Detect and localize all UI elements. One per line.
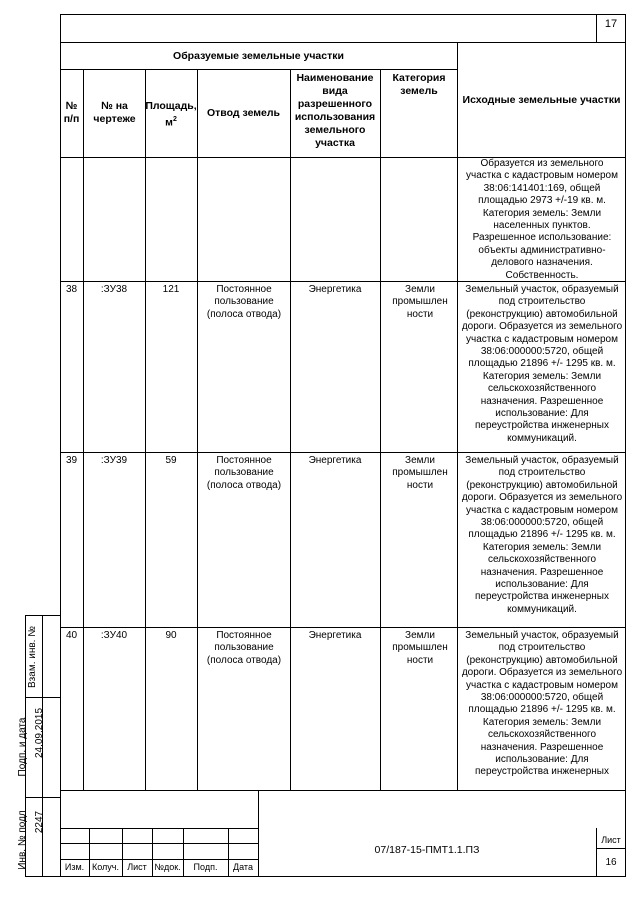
row-drawing: :ЗУ39 (100, 455, 128, 466)
table-bottom-line (60, 790, 626, 791)
side-vzam-label: Взам. инв. № (27, 626, 38, 688)
tb-koluch: Колуч. (92, 862, 119, 872)
row-allotment: Постоянное пользование (полоса отвода) (206, 455, 282, 491)
title-line (596, 848, 626, 849)
row-use: Энергетика (308, 455, 362, 466)
row-category: Земли промышлен ности (392, 284, 448, 320)
tb-izm: Изм. (64, 862, 85, 872)
group-header: Образуемые земельные участки (173, 50, 344, 62)
tb-data: Дата (233, 862, 253, 872)
side-date: 24.09.2015 (34, 707, 45, 759)
col-header-area: Площадь, $м^2$ (145, 100, 197, 129)
row-use: Энергетика (308, 284, 362, 295)
page-number: 17 (604, 18, 618, 30)
row-area: 59 (165, 455, 177, 466)
col-line (83, 69, 84, 790)
tb-ndok: №док. (154, 862, 181, 872)
doc-code: 07/187-15-ПМТ1.1.ПЗ (374, 844, 480, 856)
tb-list: Лист (127, 862, 147, 872)
side-podp-label: Подп. и дата (17, 717, 28, 777)
col-line (457, 42, 458, 790)
col-header-allotment: Отвод земель (207, 107, 280, 119)
col-header-num: № п/п (63, 100, 80, 125)
col-header-drawing: № на чертеже (93, 100, 136, 125)
col-header-category: Категория земель (392, 72, 446, 97)
col-line (380, 69, 381, 790)
row-category: Земли промышлен ности (392, 455, 448, 491)
row-area: 121 (162, 284, 180, 295)
col-header-source: Исходные земельные участки (462, 94, 621, 106)
row-category: Земли промышлен ности (392, 630, 448, 666)
row-use: Энергетика (308, 630, 362, 641)
table-top-line (60, 42, 626, 43)
side-inv-label: Инв. № подл (17, 810, 28, 870)
row-source: Земельный участок, образуемый под строительство (реконструкцию) автомобильной дороги. Образуется из земельного участка с кадастровым номером 38:06:000000:5720, общей площадью 21896 +/- 1295 кв. м. Категория земель: Земли сельскохозяйственного назначения. Разрешенное использование: Для переустройства инженерных (461, 630, 623, 778)
row-drawing: :ЗУ40 (100, 630, 128, 641)
sheet-number: 16 (605, 857, 617, 868)
row-source: Земельный участок, образуемый под строительство (реконструкцию) автомобильной дороги. Образуется из земельного участка с кадастровым номером 38:06:000000:5720, общей площадью 21896 +/- 1295 кв. м. Категория земель: Земли сельскохозяйственного назначения. Разрешенное использование: Для переустройства инженерных коммуникаций. (461, 284, 623, 444)
title-col-line (258, 790, 259, 877)
col-header-use: Наименование вида разрешенного использования земельного участка (294, 72, 376, 149)
side-stamp-line (25, 697, 60, 698)
row-allotment: Постоянное пользование (полоса отвода) (206, 284, 282, 320)
col-line (290, 69, 291, 790)
row-num: 39 (65, 455, 78, 466)
continuation-text: Образуется из земельного участка с кадастровым номером 38:06:141401:169, общей площадью 2973 +/-19 кв. м. Категория земель: Земли населенных пунктов. Разрешенное использование: объекты административно-делового назначения. Собственность. (466, 158, 618, 281)
side-stamp-line (25, 797, 60, 798)
tb-podp: Подп. (193, 862, 218, 872)
col-line (145, 69, 146, 790)
sheet-label: Лист (601, 835, 621, 845)
row-source: Земельный участок, образуемый под строительство (реконструкцию) автомобильной дороги. Образуется из земельного участка с кадастровым номером 38:06:000000:5720, общей площадью 21896 +/- 1295 кв. м. Категория земель: Земли сельскохозяйственного назначения. Разрешенное использование: Для переустройства инженерных коммуникаций. (461, 455, 623, 615)
group-header-line (60, 69, 457, 70)
row-num: 38 (65, 284, 78, 295)
row-area: 90 (165, 630, 177, 641)
col-line (197, 69, 198, 790)
side-inv-value: 2247 (34, 810, 45, 834)
row-drawing: :ЗУ38 (100, 284, 128, 295)
row-allotment: Постоянное пользование (полоса отвода) (206, 630, 282, 666)
row-num: 40 (65, 630, 78, 641)
